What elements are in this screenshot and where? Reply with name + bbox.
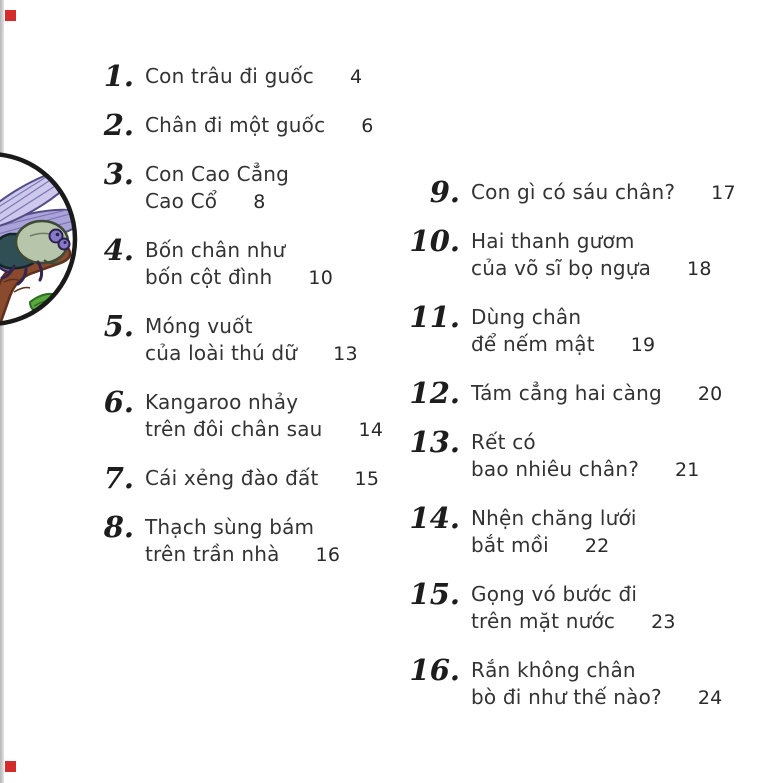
- entry-title: [145, 62, 362, 91]
- entry-number: 10.: [409, 224, 460, 258]
- toc-entry: [408, 653, 736, 712]
- entry-page-number: 24: [697, 687, 723, 709]
- toc-column-left: [98, 59, 384, 589]
- toc-entry: [408, 376, 736, 410]
- entry-number: 13.: [409, 425, 460, 459]
- entry-number: 5.: [103, 309, 134, 343]
- entry-title: [471, 379, 722, 408]
- entry-title-line: Hai thanh gươm: [471, 229, 635, 253]
- entry-title: [471, 178, 736, 207]
- toc-entry: [98, 385, 384, 444]
- entry-number: 1.: [103, 59, 134, 93]
- entry-page-number: 16: [315, 544, 341, 566]
- registration-mark-top: [5, 10, 16, 21]
- entry-title: [471, 580, 676, 636]
- entry-title-line: Kangaroo nhảy: [145, 390, 299, 414]
- entry-title-line: bốn cột đình 10: [145, 265, 333, 289]
- toc-entry: [98, 233, 383, 292]
- entry-title-line: bò đi như thế nào? 24: [471, 685, 723, 709]
- toc-entry: [98, 461, 383, 495]
- entry-title-line: trên đôi chân sau 14: [145, 417, 384, 441]
- entry-title-line: Rết có: [471, 430, 536, 454]
- entry-title-line: Nhện chăng lưới: [471, 506, 637, 530]
- entry-number: 7.: [103, 461, 134, 495]
- entry-title: [145, 388, 383, 444]
- toc-entry: [98, 309, 383, 368]
- toc-entry: [98, 59, 383, 93]
- entry-page-number: 21: [675, 459, 700, 481]
- entry-title: [471, 504, 637, 560]
- entry-number: 9.: [429, 175, 460, 209]
- entry-page-number: 15: [354, 468, 380, 490]
- entry-title-line: bao nhiêu chân? 21: [471, 457, 700, 481]
- entry-number: 6.: [103, 385, 134, 419]
- entry-title-line: Thạch sùng bám: [145, 515, 315, 539]
- entry-title-line: Gọng vó bước đi: [471, 582, 638, 606]
- entry-title-line: trên trần nhà 16: [145, 542, 341, 566]
- entry-title-line: Móng vuốt: [145, 314, 253, 338]
- entry-title: [145, 111, 374, 140]
- entry-page-number: 20: [697, 383, 723, 405]
- entry-number: 4.: [103, 233, 134, 267]
- entry-title: [471, 227, 712, 283]
- entry-number: 11.: [409, 300, 460, 334]
- entry-title-line: Cái xẻng đào đất 15: [145, 466, 380, 490]
- entry-title-line: bắt mồi 22: [471, 533, 610, 557]
- entry-title: [471, 428, 700, 484]
- toc-entry: [408, 300, 736, 359]
- toc-entry: [98, 510, 383, 569]
- entry-title: [145, 312, 358, 368]
- entry-title-line: để nếm mật 19: [471, 332, 656, 356]
- entry-title-line: Tám cẳng hai càng 20: [471, 381, 723, 405]
- entry-number: 12.: [409, 376, 460, 410]
- toc-entry: [408, 175, 736, 209]
- entry-title: [471, 303, 655, 359]
- entry-title: [471, 656, 722, 712]
- entry-title-line: Chân đi một guốc 6: [145, 113, 374, 137]
- page-scan-edge: [0, 0, 4, 783]
- entry-title-line: Rắn không chân: [471, 658, 636, 682]
- toc-entry: [98, 157, 383, 216]
- entry-number: 3.: [103, 157, 134, 191]
- entry-title-line: Cao Cổ 8: [145, 189, 266, 213]
- entry-number: 15.: [409, 577, 460, 611]
- entry-page-number: 6: [361, 115, 374, 137]
- entry-number: 16.: [409, 653, 460, 687]
- entry-page-number: 22: [584, 535, 610, 557]
- toc-entry: [408, 501, 736, 560]
- entry-title-line: trên mặt nước 23: [471, 609, 676, 633]
- entry-page-number: 8: [253, 191, 266, 213]
- entry-number: 2.: [103, 108, 134, 142]
- entry-title-line: Con Cao Cẳng: [145, 162, 290, 186]
- entry-title: [145, 464, 379, 493]
- entry-title-line: Con gì có sáu chân? 17: [471, 180, 736, 204]
- toc-entry: [408, 577, 736, 636]
- registration-mark-bottom: [5, 761, 16, 772]
- toc-column-right: [408, 175, 736, 732]
- entry-page-number: 14: [358, 419, 384, 441]
- entry-page-number: 4: [350, 66, 363, 88]
- entry-title: [145, 513, 340, 569]
- toc-entry: [98, 108, 383, 142]
- dragonfly-illustration: [0, 150, 96, 332]
- entry-title-line: của loài thú dữ 13: [145, 341, 358, 365]
- entry-title: [145, 160, 289, 216]
- entry-page-number: 17: [711, 182, 736, 204]
- entry-title-line: Con trâu đi guốc 4: [145, 64, 363, 88]
- entry-title-line: Dùng chân: [471, 305, 582, 329]
- entry-page-number: 18: [687, 258, 712, 280]
- entry-page-number: 23: [651, 611, 676, 633]
- entry-page-number: 19: [630, 334, 656, 356]
- entry-number: 14.: [409, 501, 460, 535]
- toc-entry: [408, 425, 736, 484]
- entry-page-number: 13: [333, 343, 358, 365]
- entry-number: 8.: [103, 510, 134, 544]
- entry-title: [145, 236, 333, 292]
- entry-title-line: Bốn chân như: [145, 238, 286, 262]
- entry-title-line: của võ sĩ bọ ngựa 18: [471, 256, 712, 280]
- entry-page-number: 10: [308, 267, 333, 289]
- toc-entry: [408, 224, 736, 283]
